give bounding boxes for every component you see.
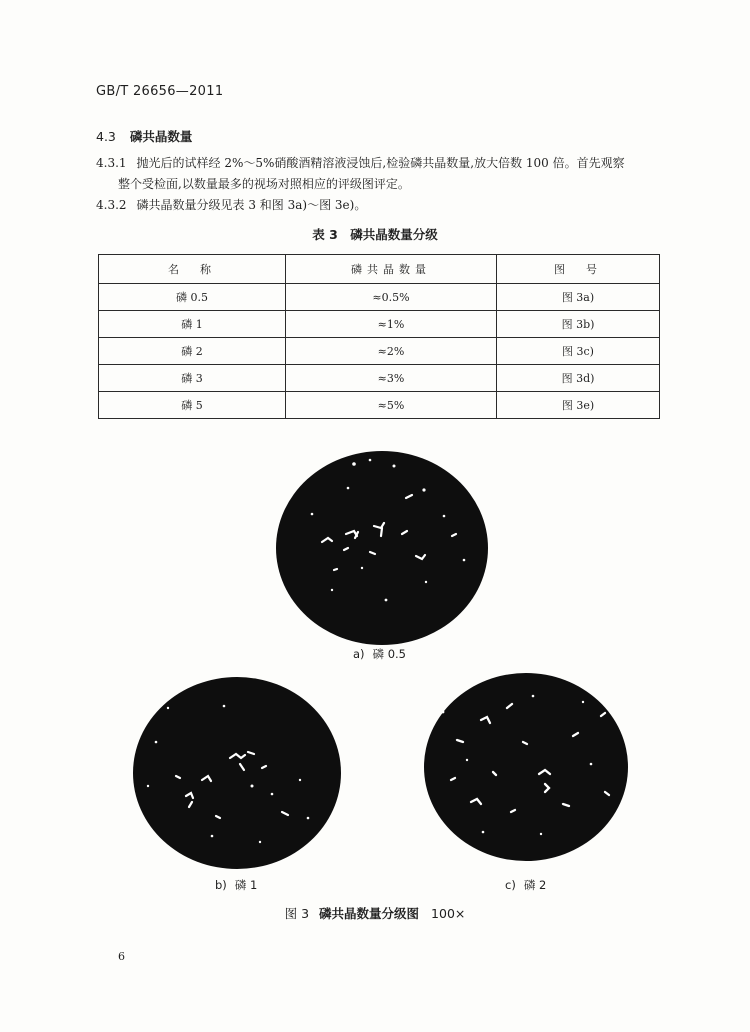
table-cell: 磷 0.5 [99, 284, 286, 311]
table-row [99, 311, 660, 338]
paragraph-text: 整个受检面,以数量最多的视场对照相应的评级图评定。 [118, 177, 410, 191]
section-heading [96, 127, 192, 145]
table-row [99, 338, 660, 365]
figure-title: 磷共晶数量分级图 [319, 906, 420, 921]
table-header-row [99, 255, 660, 284]
table-caption: 表 3 磷共晶数量分级 [312, 227, 438, 242]
paragraph-4-3-2 [96, 195, 666, 216]
figure-label-a [353, 646, 406, 662]
table-cell: 图 3a) [497, 284, 660, 311]
column-header-name: 名 称 [99, 255, 286, 284]
paragraph-text: 磷共晶数量分级见表 3 和图 3a)～图 3e)。 [136, 198, 367, 212]
standard-code-header: GB/T 26656—2011 [96, 84, 224, 99]
micrograph-c [423, 672, 629, 862]
table-row [99, 284, 660, 311]
paragraph-text: 抛光后的试样经 2%～5%硝酸酒精溶液浸蚀后,检验磷共晶数量,放大倍数 100 倍。首先观察 [136, 156, 625, 170]
table-cell: ≈0.5% [286, 284, 497, 311]
figure-label-b [215, 877, 257, 893]
figure-caption [0, 904, 750, 922]
micrograph-b [132, 676, 342, 870]
table-cell: 磷 5 [99, 392, 286, 419]
section-number: 4.3 [96, 129, 116, 144]
figure-grade: 磷 0.5 [372, 647, 406, 661]
clause-number: 4.3.1 [96, 156, 127, 170]
micrograph-a [274, 450, 490, 646]
figure-prefix: a) [353, 647, 365, 661]
figure-label-c [505, 877, 546, 893]
micrograph-a-image [274, 450, 490, 646]
figure-prefix: b) [215, 878, 227, 892]
table-cell: ≈2% [286, 338, 497, 365]
table-cell: 图 3d) [497, 365, 660, 392]
table-cell: 磷 1 [99, 311, 286, 338]
table-cell: 图 3b) [497, 311, 660, 338]
table-cell: ≈5% [286, 392, 497, 419]
clause-number: 4.3.2 [96, 198, 127, 212]
page-number: 6 [118, 950, 125, 963]
table-cell: ≈1% [286, 311, 497, 338]
figure-grade: 磷 2 [523, 878, 547, 892]
micrograph-b-image [132, 676, 342, 870]
table-cell: 图 3e) [497, 392, 660, 419]
paragraph-4-3-1 [96, 153, 666, 195]
micrograph-c-image [423, 672, 629, 862]
column-header-amount: 磷共晶数量 [286, 255, 497, 284]
figure-magnification: 100× [431, 906, 466, 921]
table-cell: 磷 2 [99, 338, 286, 365]
table-cell: 图 3c) [497, 338, 660, 365]
grading-table [98, 254, 660, 419]
figure-number: 图 3 [284, 906, 310, 921]
table-row [99, 365, 660, 392]
table-row [99, 392, 660, 419]
column-header-figure: 图 号 [497, 255, 660, 284]
section-title: 磷共晶数量 [129, 129, 193, 144]
table-cell: 磷 3 [99, 365, 286, 392]
table-cell: ≈3% [286, 365, 497, 392]
figure-prefix: c) [505, 878, 516, 892]
figure-grade: 磷 1 [234, 878, 258, 892]
